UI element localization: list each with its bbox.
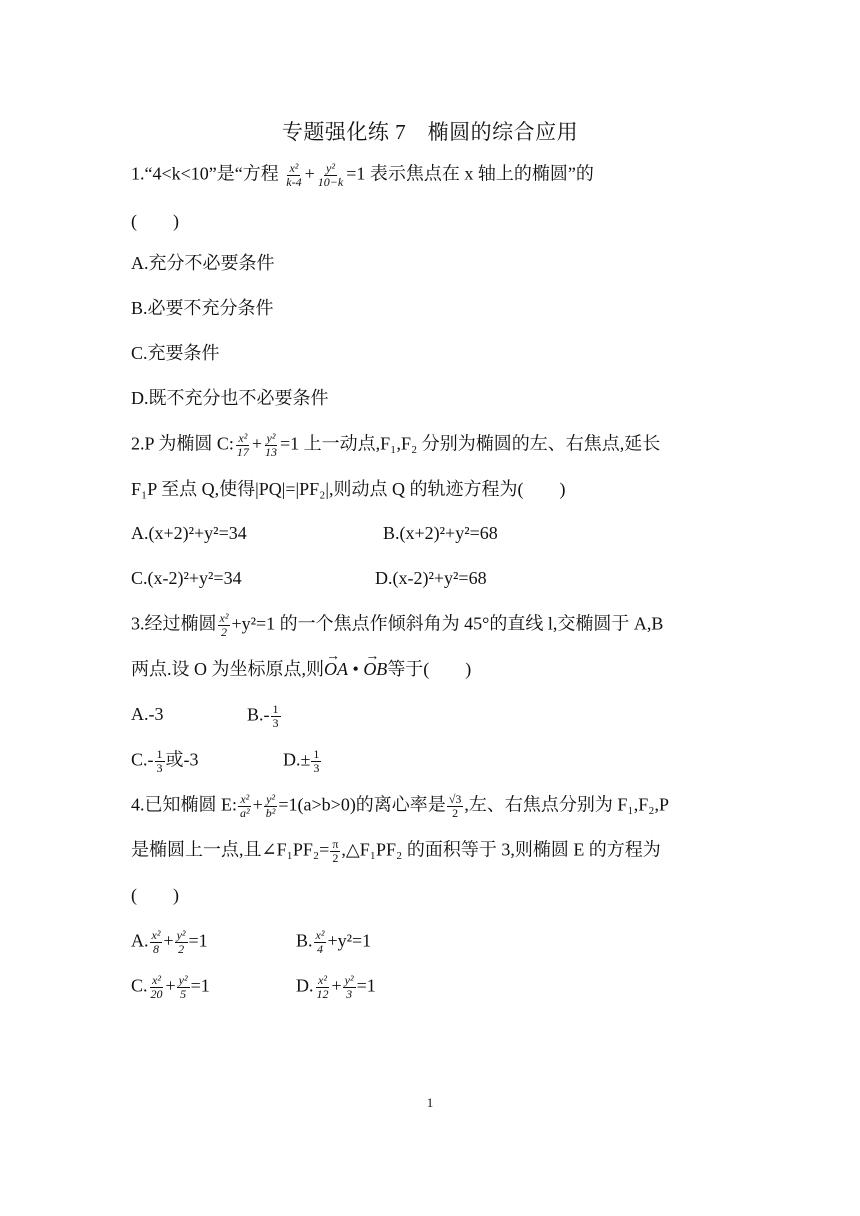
question-1-option-b: B.必要不充分条件 [131, 298, 274, 318]
question-4-option-b: B. $\frac{\text{x²}}{4}$ +y²=1 [296, 928, 372, 956]
fraction: $\frac{1}{3}$ [156, 747, 163, 775]
question-1-paren: ( ) [131, 211, 179, 231]
page-number: 1 [426, 1095, 434, 1110]
fraction: $\frac{\pi}{2}$ [332, 837, 339, 865]
fraction: $\frac{\text{y²}}{10-k}$ [317, 161, 344, 189]
fraction: $\frac{\text{x²}}{k-4}$ [286, 161, 302, 189]
fraction: $\frac{\text{x²}}{12}$ [316, 973, 329, 1001]
fraction: $\frac{\text{y²}}{13}$ [265, 431, 278, 459]
question-4-stem: 4.已知椭圆 E: $\frac{\text{x²}}{\text{a²}}$ + $\frac{\text{y²}}{\text{b²}}$ =1(a>b>0)的离心率是 $\frac{√3}{2}$ ,左、右焦点分别为 F₁,F₂,P [131, 792, 669, 820]
fraction: $\frac{1}{3}$ [272, 702, 279, 730]
fraction: $\frac{\text{x²}}{17}$ [236, 431, 249, 459]
fraction: $\frac{\text{y²}}{2}$ [176, 928, 186, 956]
question-3-line-2: 两点.设 O 为坐标原点,则→ OA • → OB等于( ) [131, 658, 471, 680]
question-1-option-c: C.充要条件 [131, 343, 220, 363]
question-2-option-d: D.(x-2)²+y²=68 [375, 568, 487, 588]
question-4-paren: ( ) [131, 885, 179, 905]
fraction: $\frac{√3}{2}$ [448, 792, 462, 820]
fraction: $\frac{\text{y²}}{5}$ [178, 973, 188, 1001]
vector-oa: → OA [324, 658, 348, 680]
question-1-option-a: A.充分不必要条件 [131, 253, 275, 273]
fraction: $\frac{\text{x²}}{2}$ [219, 611, 229, 639]
question-1-stem: 1.“4<k<10”是“方程 $\frac{\text{x²}}{k-4}$ + $\frac{\text{y²}}{10-k}$ =1 表示焦点在 x 轴上的椭圆”的 [131, 161, 594, 189]
fraction: $\frac{\text{x²}}{20}$ [150, 973, 163, 1001]
question-3-stem: 3.经过椭圆 $\frac{\text{x²}}{2}$ +y²=1 的一个焦点作倾斜角为 45°的直线 l,交椭圆于 A,B [131, 611, 664, 639]
question-4-option-c: C. $\frac{\text{x²}}{20}$ + $\frac{\text{y²}}{5}$ =1 [131, 973, 210, 1001]
question-1-option-d: D.既不充分也不必要条件 [131, 388, 329, 408]
question-3-option-c: C.- $\frac{1}{3}$ 或-3 [131, 747, 199, 775]
fraction: $\frac{\text{x²}}{\text{a²}}$ [240, 792, 250, 820]
vector-ob: → OB [363, 658, 387, 680]
page-title: 专题强化练 7 椭圆的综合应用 [281, 120, 579, 144]
question-3-option-d: D.± $\frac{1}{3}$ [283, 747, 320, 775]
question-3-option-b: B.- $\frac{1}{3}$ [247, 702, 279, 730]
question-4-option-a: A. $\frac{\text{x²}}{8}$ + $\frac{\text{y²}}{2}$ =1 [131, 928, 208, 956]
question-2-option-c: C.(x-2)²+y²=34 [131, 568, 242, 588]
question-4-line-2: 是椭圆上一点,且∠F₁PF₂= $\frac{\pi}{2}$ ,△F₁PF₂ 的面积等于 3,则椭圆 E 的方程为 [131, 837, 661, 865]
fraction: $\frac{\text{x²}}{8}$ [151, 928, 161, 956]
question-2-option-a: A.(x+2)²+y²=34 [131, 523, 247, 543]
fraction: $\frac{\text{y²}}{3}$ [344, 973, 354, 1001]
fraction: $\frac{\text{x²}}{4}$ [315, 928, 325, 956]
fraction: $\frac{1}{3}$ [313, 747, 320, 775]
question-3-option-a: A.-3 [131, 704, 164, 724]
question-4-option-d: D. $\frac{\text{x²}}{12}$ + $\frac{\text{y²}}{3}$ =1 [296, 973, 376, 1001]
question-2-line-2: F₁P 至点 Q,使得|PQ|=|PF₂|,则动点 Q 的轨迹方程为( ) [131, 479, 566, 499]
question-2-stem: 2.P 为椭圆 C: $\frac{\text{x²}}{17}$ + $\frac{\text{y²}}{13}$ =1 上一动点,F₁,F₂ 分别为椭圆的左、右焦点,延长 [131, 431, 661, 459]
question-2-option-b: B.(x+2)²+y²=68 [383, 523, 498, 543]
fraction: $\frac{\text{y²}}{\text{b²}}$ [265, 792, 276, 820]
